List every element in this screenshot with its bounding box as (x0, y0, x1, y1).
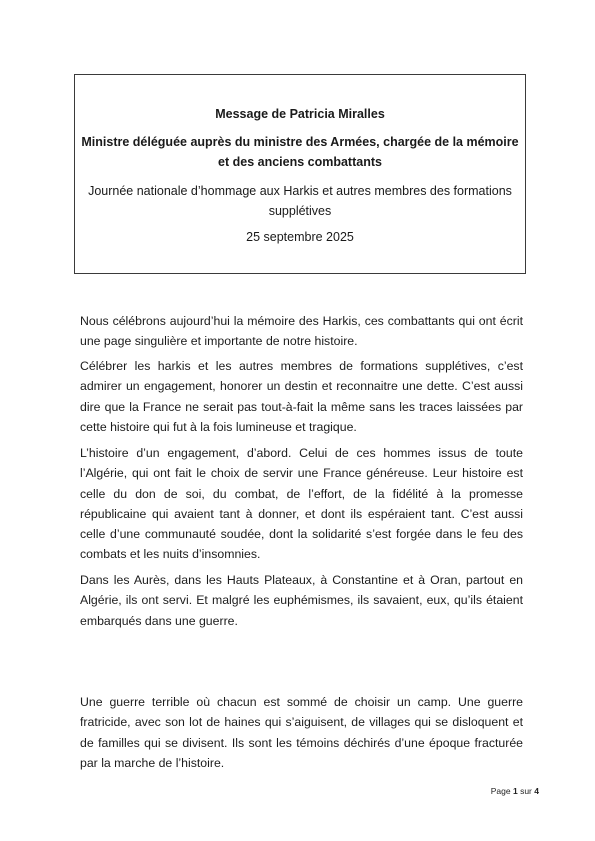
event-date: 25 septembre 2025 (246, 230, 354, 244)
page-total: 4 (534, 786, 539, 796)
header-box (74, 74, 526, 274)
page-of-label: sur (520, 786, 532, 796)
paragraph-1: Nous célébrons aujourd’hui la mémoire des Harkis, ces combattants qui ont écrit une page singulière et importante de notre histoire. (80, 314, 523, 349)
minister-title: Ministre déléguée auprès du ministre des Armées, chargée de la mémoire et des anciens combattants (81, 135, 519, 169)
page-number (491, 786, 539, 796)
paragraph-5: Une guerre terrible où chacun est sommé de choisir un camp. Une guerre fratricide, avec son lot de haines qui s’aiguisent, de villages qui se disloquent et de familles qui se divisent. Ils sont les témoins déchirés d’une époque fracturée par la marche de l’histoire. (80, 695, 523, 770)
page-current: 1 (512, 786, 518, 796)
paragraph-2: Célébrer les harkis et les autres membres de formations supplétives, c’est admirer un engagement, honorer un destin et reconnaitre une dette. C’est aussi dire que la France ne serait pas tout-à-fait la même sans les traces laissées par cette histoire qui fut à la fois lumineuse et tragique. (80, 359, 523, 434)
message-title: Message de Patricia Miralles (215, 107, 385, 121)
paragraph-4: Dans les Aurès, dans les Hauts Plateaux, à Constantine et à Oran, partout en Algérie, ils ont servi. Et malgré les euphémismes, ils savaient, eux, qu’ils étaient embarqués dans une guerre. (80, 573, 523, 628)
paragraph-3: L’histoire d’un engagement, d’abord. Celui de ces hommes issus de toute l’Algérie, qui ont fait le choix de servir une France généreuse. Leur histoire est celle du don de soi, du combat, de l’effort, de la fidélité à la promesse républicaine qui avaient tant à donner, et dont ils espéraient tant. C’est aussi celle d’une communauté soudée, dont la solidarité s’est forgée dans le feu des combats et les nuits d’insomnies. (80, 446, 523, 562)
page-label: Page (490, 786, 511, 796)
event-name: Journée nationale d’hommage aux Harkis et autres membres des formations supplétives (88, 184, 512, 218)
